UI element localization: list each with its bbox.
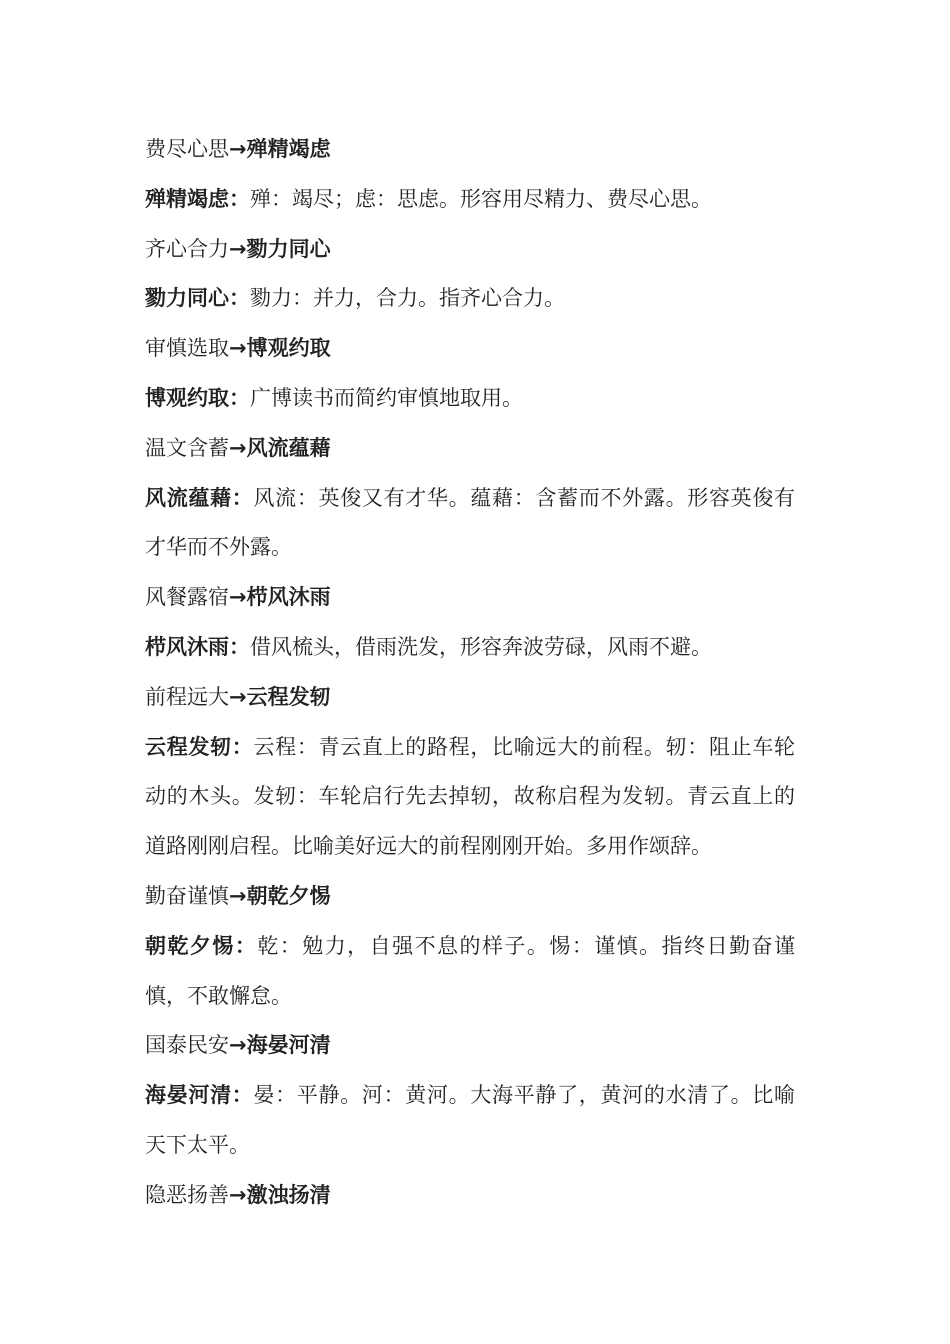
definition-text: 勠力：并力，合力。指齐心合力。 (250, 286, 565, 311)
definition-term: 勠力同心 (145, 286, 229, 311)
prompt-text: 费尽心思 (145, 137, 229, 161)
prompt-text: 国泰民安 (145, 1033, 229, 1058)
idiom-term: 殚精竭虑 (246, 137, 331, 161)
definition-term: 栉风沐雨 (145, 634, 229, 659)
definition-text: 殚：竭尽；虑：思虑。形容用尽精力、费尽心思。 (250, 186, 712, 211)
idiom-prompt-line (145, 1021, 795, 1071)
prompt-text: 温文含蓄 (145, 435, 229, 460)
colon: ： (234, 933, 258, 958)
idiom-prompt-line (145, 573, 795, 623)
idiom-definition (145, 922, 795, 1022)
colon: ： (229, 385, 250, 410)
definition-text: 云程：青云直上的路程，比喻远大的前程。轫：阻止车轮动的木头。发轫：车轮启行先去掉轫，故称启程为发轫。青云直上的道路刚刚启程。比喻美好远大的前程刚刚开始。多用作颂辞。 (145, 734, 796, 859)
idiom-definition (145, 1071, 795, 1171)
definition-text: 乾：勉力，自强不息的样子。惕：谨慎。指终日勤奋谨慎，不敢懈怠。 (145, 933, 796, 1008)
colon: ： (231, 734, 254, 759)
arrow-icon: → (229, 137, 247, 161)
idiom-prompt-line (145, 324, 795, 374)
colon: ： (231, 1083, 254, 1108)
idiom-term: 海晏河清 (246, 1033, 331, 1058)
definition-text: 晏：平静。河：黄河。大海平静了，黄河的水清了。比喻天下太平。 (145, 1083, 796, 1157)
definition-term: 朝乾夕惕 (145, 933, 235, 958)
idiom-prompt-line (145, 225, 795, 275)
arrow-icon: → (229, 1182, 247, 1207)
idiom-term: 勠力同心 (246, 236, 331, 261)
prompt-text: 齐心合力 (145, 236, 229, 261)
definition-term: 风流蕴藉 (145, 485, 232, 510)
prompt-text: 隐恶扬善 (145, 1182, 229, 1207)
idiom-term: 激浊扬清 (246, 1182, 331, 1207)
arrow-icon: → (229, 684, 247, 709)
idiom-prompt-line (145, 125, 795, 175)
idiom-term: 博观约取 (246, 336, 331, 361)
colon: ： (229, 634, 250, 659)
arrow-icon: → (229, 336, 247, 361)
definition-term: 云程发轫 (145, 734, 232, 759)
idiom-definition (145, 723, 795, 872)
idiom-definition (145, 474, 795, 574)
definition-term: 博观约取 (145, 385, 229, 410)
idiom-definition (145, 623, 795, 673)
idiom-definition (145, 175, 795, 225)
idiom-definition (145, 274, 795, 324)
idiom-prompt-line (145, 1171, 795, 1221)
arrow-icon: → (229, 236, 247, 261)
prompt-text: 审慎选取 (145, 336, 229, 361)
idiom-term: 朝乾夕惕 (246, 883, 331, 908)
definition-term: 海晏河清 (145, 1083, 232, 1108)
idiom-term: 风流蕴藉 (246, 435, 331, 460)
idiom-term: 栉风沐雨 (246, 585, 331, 610)
definition-text: 借风梳头，借雨洗发，形容奔波劳碌，风雨不避。 (250, 634, 712, 659)
prompt-text: 勤奋谨慎 (145, 883, 229, 908)
prompt-text: 风餐露宿 (145, 585, 229, 610)
definition-term: 殚精竭虑 (145, 186, 229, 211)
arrow-icon: → (229, 883, 247, 908)
prompt-text: 前程远大 (145, 684, 229, 709)
colon: ： (229, 186, 250, 211)
colon: ： (231, 485, 254, 510)
document-page (145, 125, 795, 1221)
idiom-term: 云程发轫 (246, 684, 331, 709)
arrow-icon: → (229, 585, 247, 610)
arrow-icon: → (229, 435, 247, 460)
arrow-icon: → (229, 1033, 247, 1058)
idiom-definition (145, 374, 795, 424)
idiom-prompt-line (145, 872, 795, 922)
definition-text: 广博读书而简约审慎地取用。 (250, 385, 523, 410)
definition-text: 风流：英俊又有才华。蕴藉：含蓄而不外露。形容英俊有才华而不外露。 (145, 485, 796, 560)
idiom-prompt-line (145, 673, 795, 723)
colon: ： (229, 286, 250, 311)
idiom-prompt-line (145, 424, 795, 474)
